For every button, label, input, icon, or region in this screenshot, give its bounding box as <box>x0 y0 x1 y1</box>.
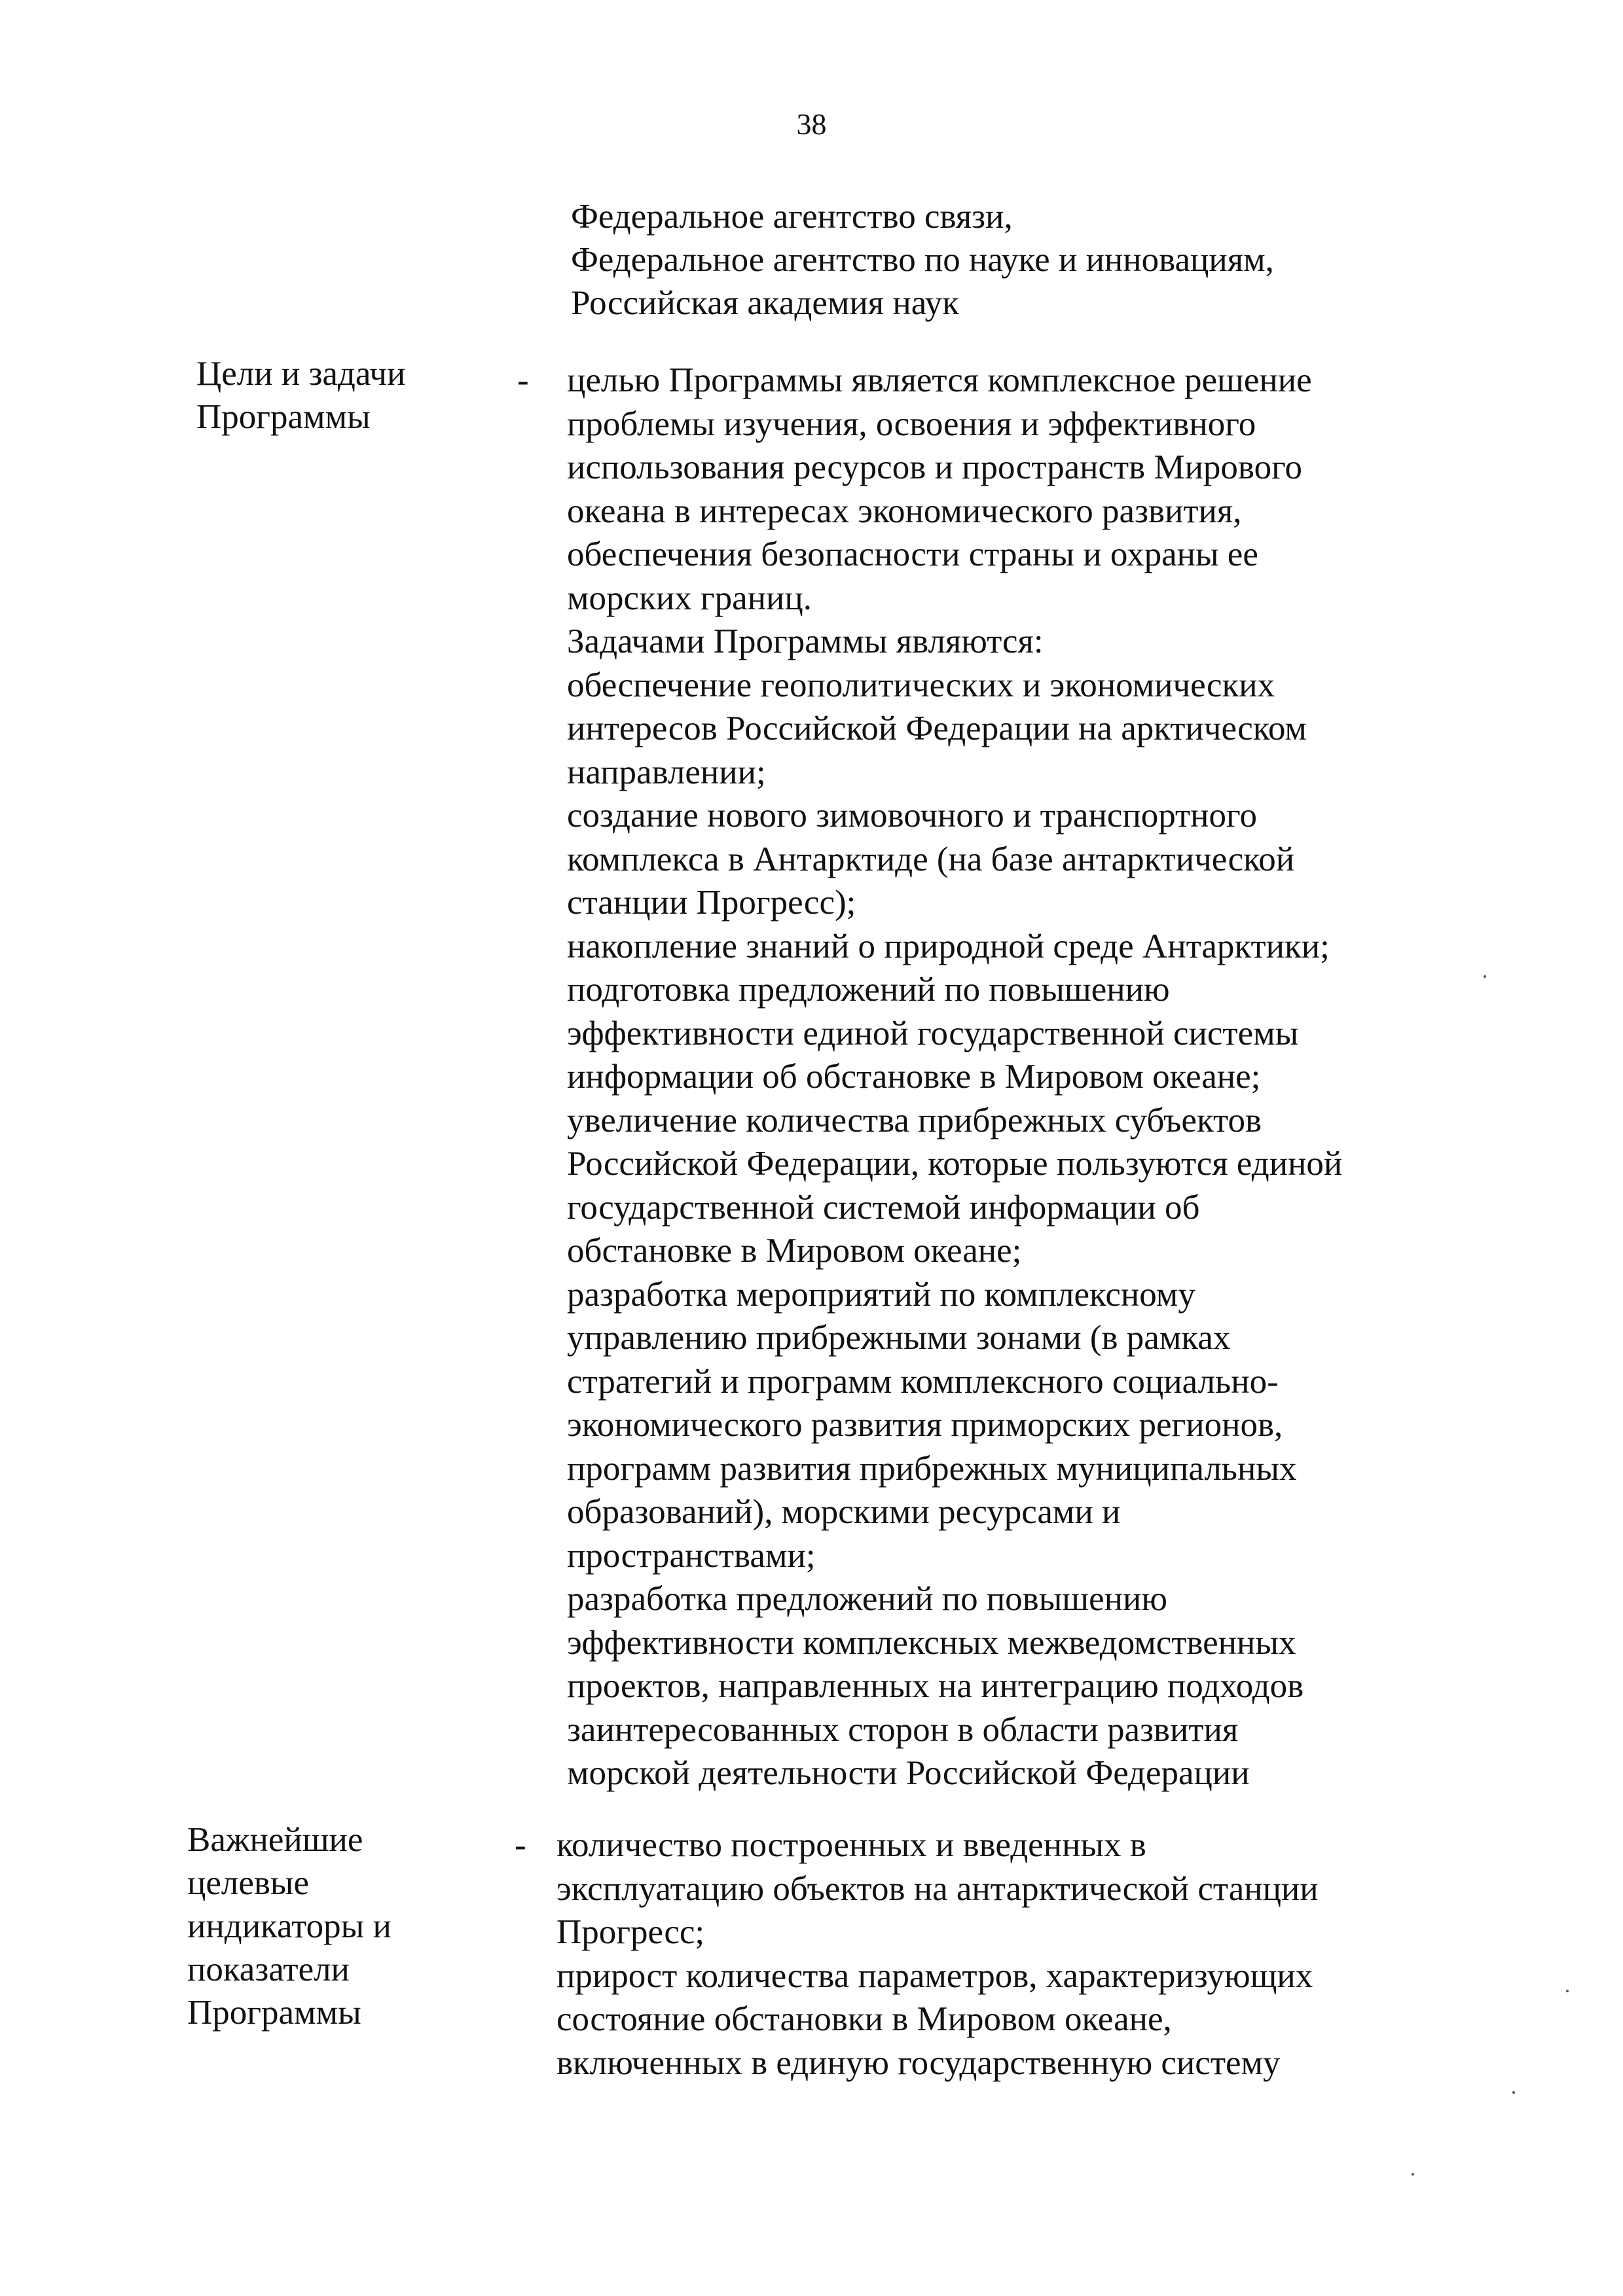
content-line: морской деятельности Российской Федерации <box>567 1754 1250 1792</box>
goals-row-label <box>196 352 511 439</box>
content-line: комплекса в Антарктиде (на базе антарктической <box>567 840 1295 878</box>
content-line: увеличение количества прибрежных субъектов <box>567 1101 1262 1139</box>
content-line: разработка мероприятий по комплексному <box>567 1275 1195 1314</box>
label-line: Важнейшие <box>187 1821 363 1859</box>
content-line: Задачами Программы являются: <box>567 622 1044 660</box>
content-line: интересов Российской Федерации на арктическом <box>567 709 1307 747</box>
indicators-row-content <box>556 1823 1473 2085</box>
indicators-row-label <box>187 1818 501 2034</box>
goals-row-content <box>567 359 1484 1795</box>
content-line: обеспечения безопасности страны и охраны ее <box>567 535 1258 573</box>
content-line: информации об обстановке в Мировом океане; <box>567 1058 1261 1096</box>
content-line: экономического развития приморских регионов, <box>567 1406 1283 1444</box>
content-line: обстановке в Мировом океане; <box>567 1232 1022 1270</box>
content-line: океана в интересах экономического развития, <box>567 492 1242 530</box>
content-line: проектов, направленных на интеграцию подходов <box>567 1667 1304 1705</box>
content-line: пространствами; <box>567 1536 816 1575</box>
content-line: прирост количества параметров, характеризующих <box>556 1956 1313 1995</box>
content-line: стратегий и программ комплексного социально- <box>567 1362 1279 1401</box>
goals-row-dash: - <box>517 361 529 399</box>
scan-speck <box>1566 1990 1569 1992</box>
content-line: создание нового зимовочного и транспортного <box>567 797 1257 834</box>
content-line: целью Программы является комплексное решение <box>567 361 1312 399</box>
content-line: эксплуатацию объектов на антарктической станции <box>556 1869 1319 1908</box>
page-number: 38 <box>796 107 827 141</box>
content-line: государственной системой информации об <box>567 1188 1200 1227</box>
content-line: эффективности единой государственной системы <box>567 1014 1299 1052</box>
label-line: Программы <box>196 398 371 436</box>
scan-speck <box>1512 2091 1515 2094</box>
responsible-agencies-continuation <box>571 195 1487 325</box>
content-line: количество построенных и введенных в <box>556 1826 1146 1864</box>
label-line: показатели <box>187 1950 350 1988</box>
content-line: накопление знаний о природной среде Антарктики; <box>567 927 1330 965</box>
content-line: включенных в единую государственную систему <box>556 2043 1281 2082</box>
label-line: Программы <box>187 1994 361 2032</box>
content-line: состояние обстановки в Мировом океане, <box>556 2000 1172 2038</box>
content-line: эффективности комплексных межведомственных <box>567 1623 1296 1662</box>
intro-line: Федеральное агентство связи, <box>571 198 1013 236</box>
label-line: Цели и задачи <box>196 355 406 393</box>
intro-line: Российская академия наук <box>571 284 959 322</box>
content-line: Российской Федерации, которые пользуются единой <box>567 1145 1343 1183</box>
content-line: направлении; <box>567 753 766 791</box>
content-line: образований), морскими ресурсами и <box>567 1493 1121 1531</box>
label-line: индикаторы и <box>187 1907 392 1945</box>
scan-speck <box>1484 975 1486 978</box>
indicators-row-dash: - <box>515 1826 526 1864</box>
scan-speck <box>1412 2173 1414 2176</box>
content-line: обеспечение геополитических и экономических <box>567 666 1275 704</box>
content-line: разработка предложений по повышению <box>567 1580 1167 1618</box>
intro-line: Федеральное агентство по науке и инновациям, <box>571 241 1274 279</box>
label-line: целевые <box>187 1864 310 1902</box>
content-line: заинтересованных сторон в области развития <box>567 1710 1239 1749</box>
content-line: Прогресс; <box>556 1913 705 1951</box>
content-line: станции Прогресс); <box>567 884 856 922</box>
content-line: проблемы изучения, освоения и эффективного <box>567 404 1256 443</box>
content-line: морских границ. <box>567 579 812 617</box>
content-line: управлению прибрежными зонами (в рамках <box>567 1319 1231 1357</box>
content-line: программ развития прибрежных муниципальных <box>567 1449 1297 1488</box>
content-line: использования ресурсов и пространств Мирового <box>567 448 1303 486</box>
content-line: подготовка предложений по повышению <box>567 971 1170 1009</box>
